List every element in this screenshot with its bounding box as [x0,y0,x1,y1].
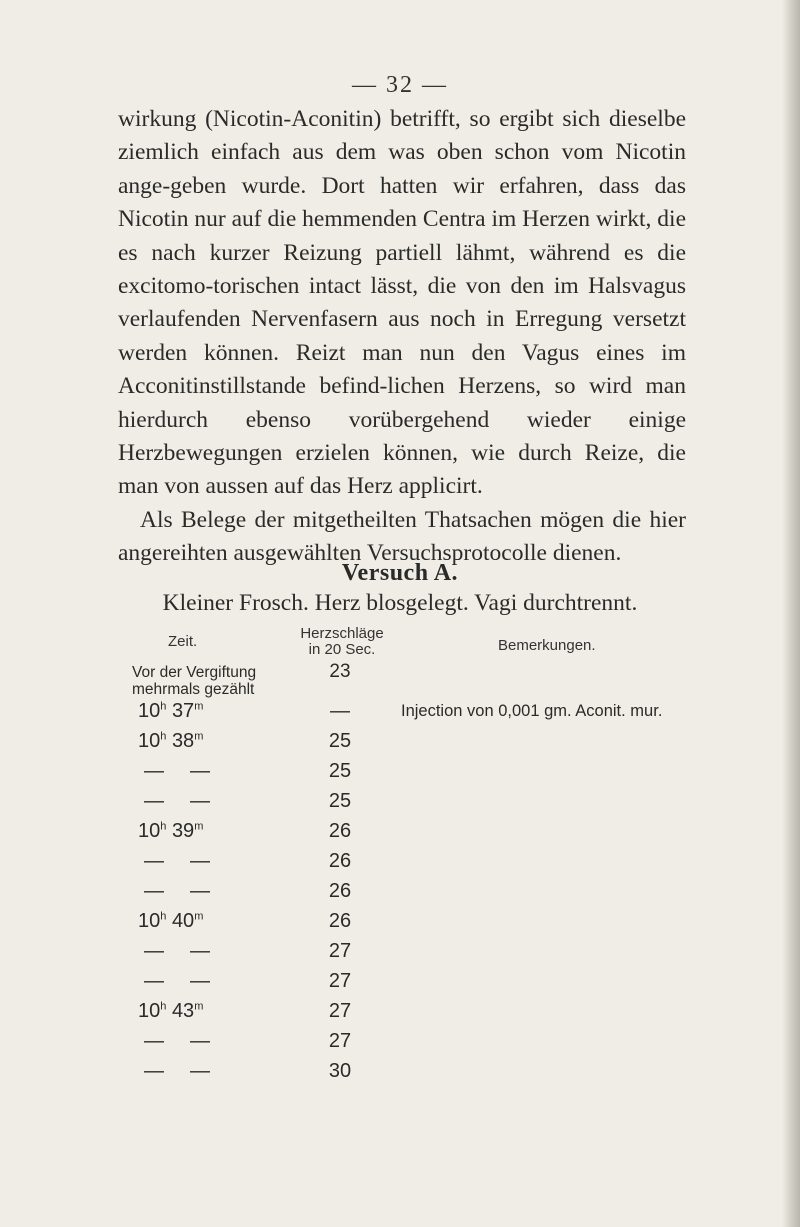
beats-cell: 25 [328,790,352,812]
beats-cell: 25 [328,760,352,782]
beats-cell: 26 [328,820,352,842]
time-hour-ditto: — [144,850,164,872]
table-row [0,1060,800,1090]
time-minute-ditto: — [190,790,210,812]
beats-cell: 26 [328,850,352,872]
table-row [0,730,800,760]
paragraph-1: wirkung (Nicotin-Aconitin) betrifft, so ergibt sich dieselbe ziemlich einfach aus dem was oben schon vom Nicotin ange-geben wurde. Dort hatten wir erfahren, dass das Nicotin nur auf die hemmenden Centra im Herzen wirkt, die es nach kurzer Reizung partiell lähmt, während es die excitomo-torischen intact lässt, die von den im Halsvagus verlaufenden Nervenfasern aus noch in Erregung versetzt werden können. Reizt man nun den Vagus eines im Acconitinstillstande befind-lichen Herzens, so wird man hierdurch ebenso vorübergehend wieder einige Herzbewegungen erzielen können, wie durch Reize, die man von aussen auf das Herz applicirt. [118,106,686,500]
table-row [0,1030,800,1060]
experiment-subtitle: Kleiner Frosch. Herz blosgelegt. Vagi durchtrennt. [162,590,638,616]
beats-cell: — [330,700,350,722]
time-minute-ditto: — [190,970,210,992]
pre-poison-value: 23 [329,661,351,682]
table-row [0,790,800,820]
header-beats-line2: in 20 Sec. [308,641,376,658]
time-hour: 10 [138,1000,161,1022]
time-hour-unit: h [160,730,167,743]
beats-cell: 27 [328,940,352,962]
header-notes: Bemerkungen. [498,637,596,654]
time-hour: 10 [138,700,161,722]
table-row [0,760,800,790]
header-beats-line1: Herzschläge [300,625,384,642]
table-row [0,880,800,910]
beats-cell: 27 [328,1000,352,1022]
time-minute-unit: m [194,730,204,743]
time-hour-unit: h [160,820,167,833]
time-hour: 10 [138,820,161,842]
time-hour-unit: h [160,700,167,713]
time-minute-unit: m [194,910,204,923]
beats-cell: 27 [328,1030,352,1052]
time-minute-ditto: — [190,1030,210,1052]
time-cell [138,700,203,723]
pre-poison-label-line1: Vor der Vergiftung [132,664,257,681]
table-row [0,940,800,970]
time-hour-unit: h [160,1000,167,1013]
beats-cell: 26 [328,910,352,932]
time-hour-ditto: — [144,880,164,902]
time-minute-ditto: — [190,1060,210,1082]
beats-cell: 30 [328,1060,352,1082]
experiment-title: Versuch A. [341,560,459,586]
page-number: — 32 — [352,72,448,98]
time-minute: 38 [171,730,195,752]
time-hour-ditto: — [144,790,164,812]
time-cell [138,730,203,753]
pre-poison-label [132,664,256,698]
paragraph-2: Als Belege der mitgetheilten Thatsachen mögen die hier angereihten ausgewählten Versuchsprotocolle dienen. [118,506,686,567]
pre-poison-label-line2: mehrmals gezählt [132,681,255,698]
beats-cell: 27 [328,970,352,992]
time-cell [138,820,203,843]
table-row [0,700,800,730]
beats-cell: 26 [328,880,352,902]
time-minute-ditto: — [190,940,210,962]
table-row [0,1000,800,1030]
time-hour: 10 [138,730,161,752]
time-minute: 43 [171,1000,195,1022]
table-row [0,820,800,850]
time-minute-ditto: — [190,880,210,902]
time-minute-ditto: — [190,760,210,782]
table-row [0,850,800,880]
beats-cell: 25 [328,730,352,752]
time-minute: 37 [171,700,195,722]
table-row [0,910,800,940]
time-hour-ditto: — [144,760,164,782]
header-beats [282,626,402,658]
table-row [0,970,800,1000]
note-cell: Injection von 0,001 gm. Aconit. mur. [401,702,663,720]
time-minute: 39 [171,820,195,842]
time-hour-ditto: — [144,1030,164,1052]
time-hour-ditto: — [144,940,164,962]
body-text [118,103,686,571]
time-hour-unit: h [160,910,167,923]
time-minute: 40 [171,910,195,932]
time-cell [138,1000,203,1023]
time-hour: 10 [138,910,161,932]
time-minute-unit: m [194,700,204,713]
time-minute-unit: m [194,820,204,833]
header-time: Zeit. [168,633,198,650]
time-cell [138,910,203,933]
time-hour-ditto: — [144,1060,164,1082]
time-minute-unit: m [194,1000,204,1013]
time-minute-ditto: — [190,850,210,872]
time-hour-ditto: — [144,970,164,992]
